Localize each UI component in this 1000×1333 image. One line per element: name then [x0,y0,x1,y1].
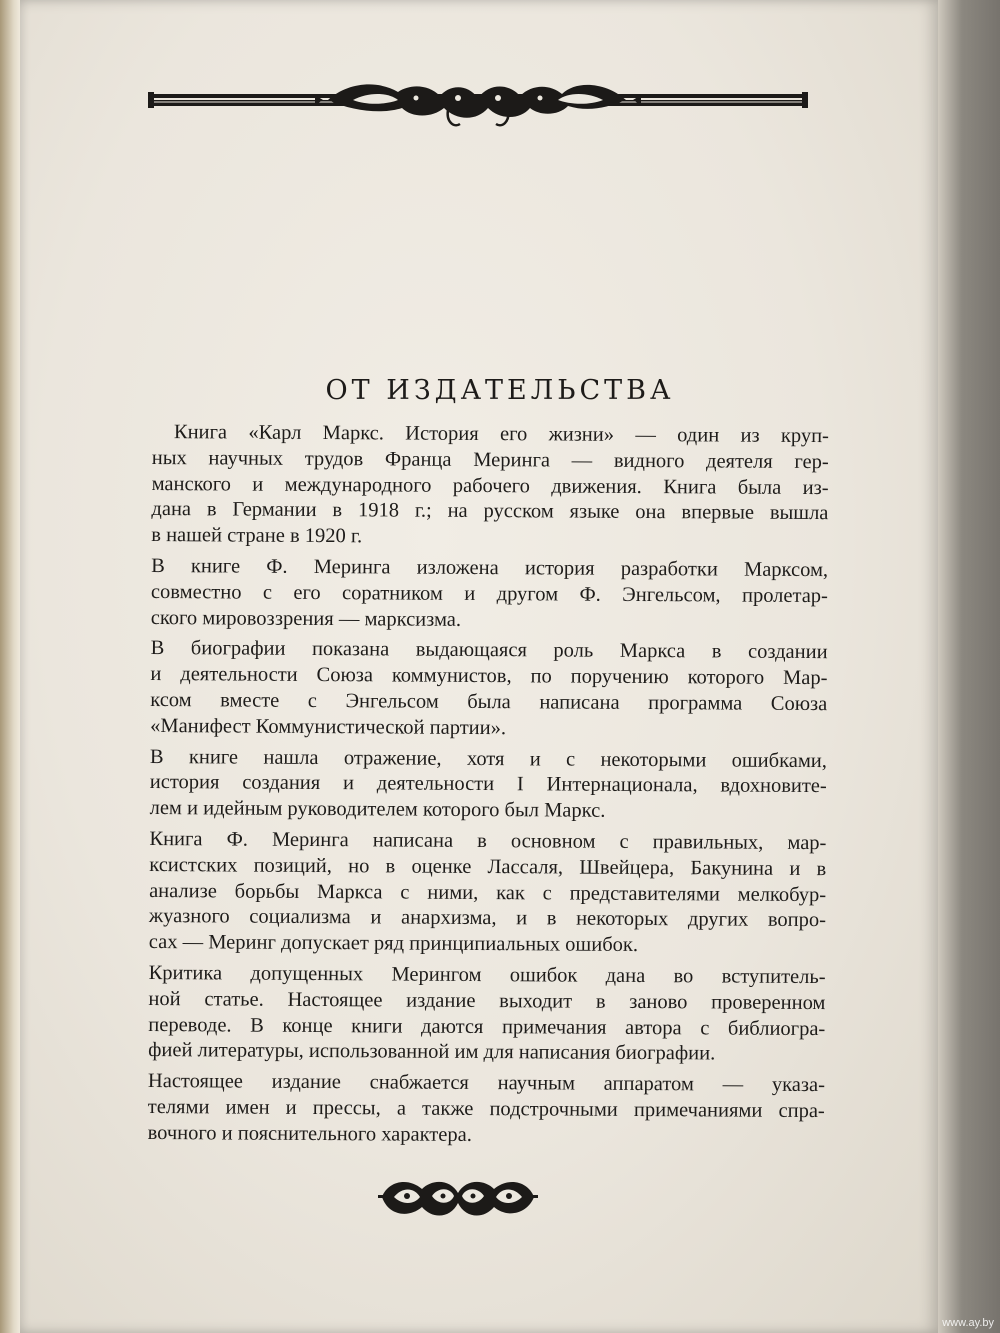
site-watermark: www.ay.by [942,1317,994,1329]
text-line: телями имен и прессы, а также подстрочными примечаниями спра- [147,1095,825,1123]
decorative-vignette-bottom-icon [378,1175,538,1223]
text-line: манского и международного рабочего движения. Книга была из- [151,472,829,499]
text-line: вочного и пояснительного характера. [147,1121,472,1146]
text-line: ных научных трудов Франца Меринга — видного деятеля гер- [151,446,829,473]
paragraph-1 [151,420,829,553]
publisher-note-body [148,420,829,1156]
paragraph-6 [148,961,826,1068]
text-line: и деятельности Союза коммунистов, по поручению которого Мар- [150,663,828,690]
page-heading: ОТ ИЗДАТЕЛЬСТВА [325,375,675,406]
decorative-rule-top-icon [148,78,808,138]
text-line: история создания и деятельности I Интернационала, вдохновите- [149,771,827,798]
text-line: анализе борьбы Маркса с ними, как с представителями мелкобур- [149,879,827,906]
paragraph-7 [148,1069,825,1151]
text-line: ксистских позиций, но в оценке Лассаля, Швейцера, Бакунина и в [149,853,827,880]
text-line: совместно с его соратником и другом Ф. Энгельсом, пролетар- [150,580,829,607]
text-line: Книга Ф. Меринга написана в основном с правильных, мар- [149,827,827,855]
text-line: ксом вместе с Энгельсом была написана программа Союза [150,688,828,716]
text-line: переводе. В конце книги даются примечания автора с библиогра- [148,1013,826,1040]
text-line: Критика допущенных Мерингом ошибок дана во вступитель- [148,961,826,989]
text-line: сах — Меринг допускает ряд принципиальных ошибок. [148,931,639,957]
paragraph-4 [150,745,827,827]
text-line: В биографии показана выдающаяся роль Маркса в создании [150,637,828,664]
text-line: жуазного социализма и анархизма, и в некоторых других вопро- [148,905,827,932]
text-line: в нашей стране в 1920 г. [151,524,363,548]
text-line: «Манифест Коммунистической партии». [150,714,507,739]
paragraph-2 [151,554,828,636]
paragraph-3 [150,636,828,743]
text-line: лем и идейным руководителем которого был Маркс. [149,797,606,822]
text-line: ского мировоззрения — марксизма. [150,606,462,631]
text-line: фией литературы, использованной им для написания биографии. [148,1039,716,1065]
text-line: Настоящее издание снабжается научным аппаратом — указа- [147,1070,826,1097]
text-line: В книге Ф. Меринга изложена история разработки Марксом, [151,554,829,582]
facing-page-edge [0,0,20,1333]
text-line: ной статье. Настоящее издание выходит в заново проверенном [148,987,826,1014]
paragraph-5 [149,827,827,960]
text-line: В книге нашла отражение, хотя и с некоторыми ошибками, [149,745,827,772]
text-line: дана в Германии в 1918 г.; на русском языке она впервые вышла [151,498,829,525]
text-line: Книга «Карл Маркс. История его жизни» — один из круп- [173,421,829,448]
